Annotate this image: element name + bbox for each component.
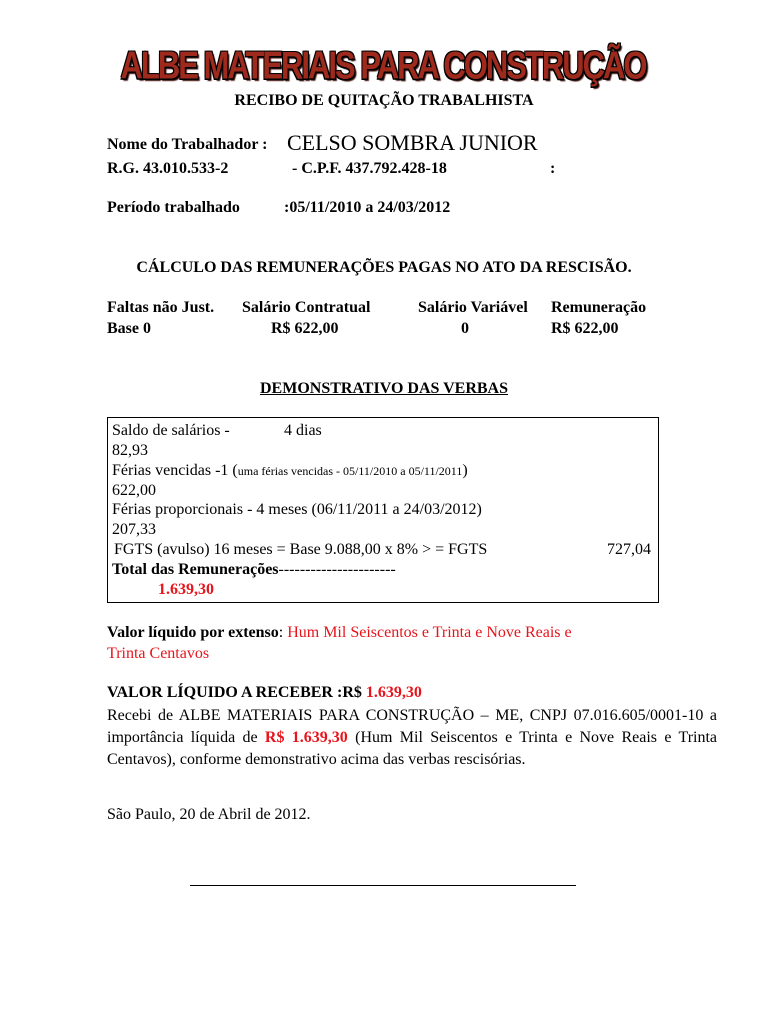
receive-line [107,684,717,702]
total-dashes: ---------------------- [278,561,396,578]
header-remuneracao: Remuneração [551,299,647,316]
logo-text: ALBE MATERIAIS PARA CONSTRUÇÃO [120,43,646,88]
header-faltas: Faltas não Just. [107,299,215,316]
receipt-paragraph [107,705,717,771]
header-salario-variavel: Salário Variável [418,299,528,316]
period-value: :05/11/2010 a 24/03/2012 [284,199,451,216]
receipt-amount: R$ 1.639,30 [264,729,348,746]
period-label: Período trabalhado [107,199,240,216]
receipt-text-1: Recebi de ALBE MATERIAIS PARA CONSTRUÇÃO – ME, CNPJ 07.016.605/0001-10 a importância líquida de [107,707,717,746]
value-faltas: Base 0 [107,320,151,337]
calculation-title: CÁLCULO DAS REMUNERAÇÕES PAGAS NO ATO DA RESCISÃO. [136,259,632,276]
worker-cpf: - C.P.F. 437.792.428-18 [292,160,447,177]
signature-line [190,885,576,886]
total-label: Total das Remunerações [112,561,279,578]
receive-label: VALOR LÍQUIDO A RECEBER :R$ [107,684,362,701]
receive-value: 1.639,30 [365,684,422,701]
statement-title: DEMONSTRATIVO DAS VERBAS [259,380,509,397]
header-salario-contratual: Salário Contratual [242,299,371,316]
document-title: RECIBO DE QUITAÇÃO TRABALHISTA [234,92,534,109]
company-logo [120,43,646,88]
fgts-label: FGTS (avulso) 16 meses = Base 9.088,00 x 8% > = FGTS [114,541,488,558]
receipt-text-2: (Hum Mil Seiscentos e Trinta e Nove Reais e Trinta Centavos), conforme demonstrativo acima das verbas rescisórias. [107,729,718,768]
worker-rg: R.G. 43.010.533-2 [107,160,229,177]
saldo-label: Saldo de salários - [112,422,230,439]
ferias-vencidas-note: uma férias vencidas - 05/11/2010 a 05/11/2011 [237,464,463,478]
extenso-text-2: Trinta Centavos [107,645,210,662]
ferias-vencidas-label: Férias vencidas -1 ( [112,462,238,479]
ferias-vencidas-value: 622,00 [112,482,156,499]
total-value: 1.639,30 [158,581,214,598]
fgts-value: 727,04 [607,541,651,558]
ferias-proporcionais-label: Férias proporcionais - 4 meses (06/11/2011 a 24/03/2012) [112,501,482,518]
value-salario-contratual: R$ 622,00 [271,320,339,337]
total-line [112,561,396,579]
extenso-line1 [107,624,717,642]
extenso-label: Valor líquido por extenso [107,624,279,641]
extenso-colon: : [278,624,288,641]
worker-name-label: Nome do Trabalhador : [107,136,268,153]
ferias-vencidas-line [112,462,468,480]
place-date: São Paulo, 20 de Abril de 2012. [107,806,311,823]
value-salario-variavel: 0 [461,320,469,337]
worker-name-value: CELSO SOMBRA JUNIOR [287,130,538,155]
ferias-proporcionais-value: 207,33 [112,521,156,538]
saldo-days: 4 dias [284,422,322,439]
extenso-text-1: Hum Mil Seiscentos e Trinta e Nove Reais e [287,624,572,641]
value-remuneracao: R$ 622,00 [551,320,619,337]
ferias-vencidas-close: ) [462,462,468,479]
cpf-colon: : [550,160,556,177]
saldo-value: 82,93 [112,442,148,459]
